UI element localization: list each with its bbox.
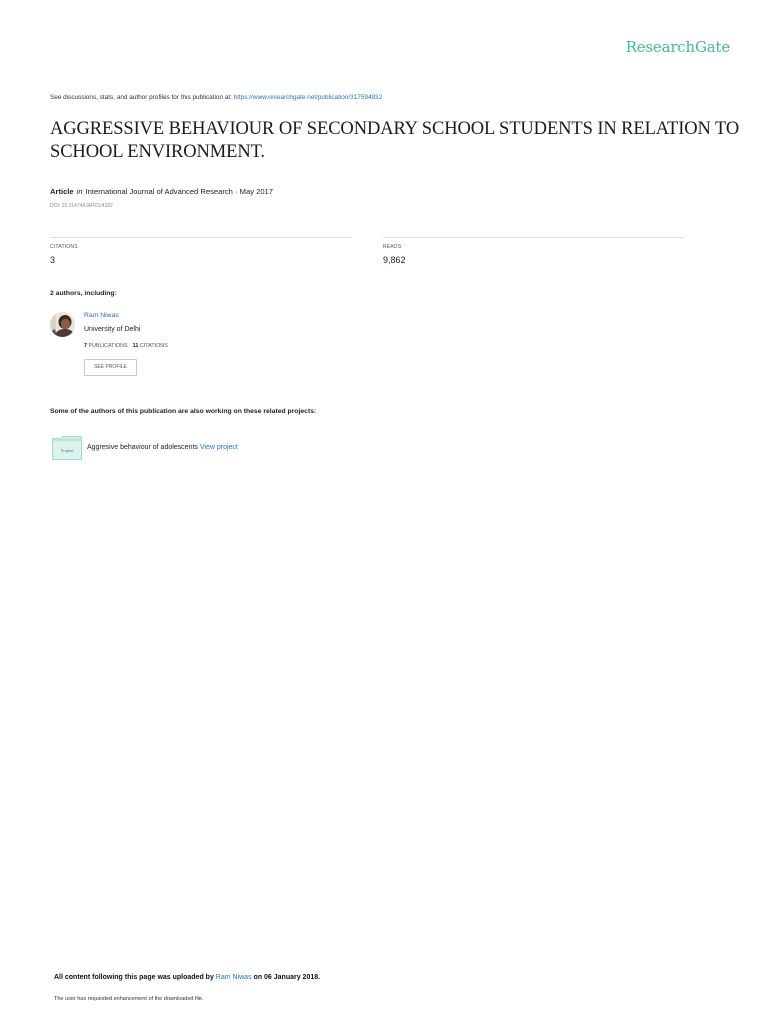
folder-icon — [52, 436, 82, 460]
doi-text: DOI: 10.21474/IJAR01/4182 — [50, 203, 113, 209]
person-photo-icon — [50, 312, 75, 337]
publication-meta — [50, 187, 273, 196]
view-project-link[interactable]: View project — [199, 444, 238, 451]
divider — [383, 237, 684, 238]
author-citations-count: 11 — [132, 343, 139, 349]
uploader-link[interactable]: Ram Niwas — [215, 974, 252, 981]
publication-type: Article — [50, 187, 74, 196]
author-stats — [84, 343, 168, 349]
project-item — [87, 444, 238, 451]
author-publications-label: PUBLICATIONS — [88, 343, 128, 349]
citations-count: 3 — [50, 255, 56, 265]
author-name-link[interactable]: Ram Niwas — [84, 312, 119, 319]
author-institution: University of Delhi — [84, 326, 141, 333]
discussion-text: See discussions, stats, and author profiles for this publication at: — [50, 94, 234, 101]
download-note: The user has requested enhancement of the downloaded file. — [54, 996, 204, 1002]
upload-prefix: All content following this page was uploaded by — [54, 974, 216, 981]
author-publications-count: 7 — [84, 343, 87, 349]
in-word: in — [76, 187, 83, 196]
author-citations-label: CITATIONS — [139, 343, 168, 349]
see-profile-button[interactable]: SEE PROFILE — [84, 359, 137, 376]
reads-label: READS — [383, 244, 402, 250]
project-icon-label: Project — [60, 448, 74, 453]
researchgate-logo[interactable]: ResearchGate — [625, 38, 730, 56]
journal-and-date: International Journal of Advanced Research · May 2017 — [85, 187, 273, 196]
project-title: Aggresive behaviour of adolescents — [87, 444, 198, 451]
authors-heading: 2 authors, including: — [50, 290, 117, 297]
citations-label: CITATIONS — [50, 244, 78, 250]
upload-info — [54, 974, 320, 981]
reads-count: 9,862 — [383, 255, 406, 265]
upload-date: on 06 January 2018. — [251, 974, 321, 981]
publication-url-link[interactable]: https://www.researchgate.net/publication/317594932 — [233, 94, 383, 101]
divider — [50, 237, 351, 238]
publication-title: AGGRESSIVE BEHAVIOUR OF SECONDARY SCHOOL STUDENTS IN RELATION TO SCHOOL ENVIRONMENT. — [50, 119, 740, 162]
author-avatar[interactable] — [50, 312, 75, 337]
related-projects-heading: Some of the authors of this publication are also working on these related projects: — [50, 408, 317, 415]
project-icon — [52, 436, 82, 465]
discussion-line — [50, 94, 382, 101]
